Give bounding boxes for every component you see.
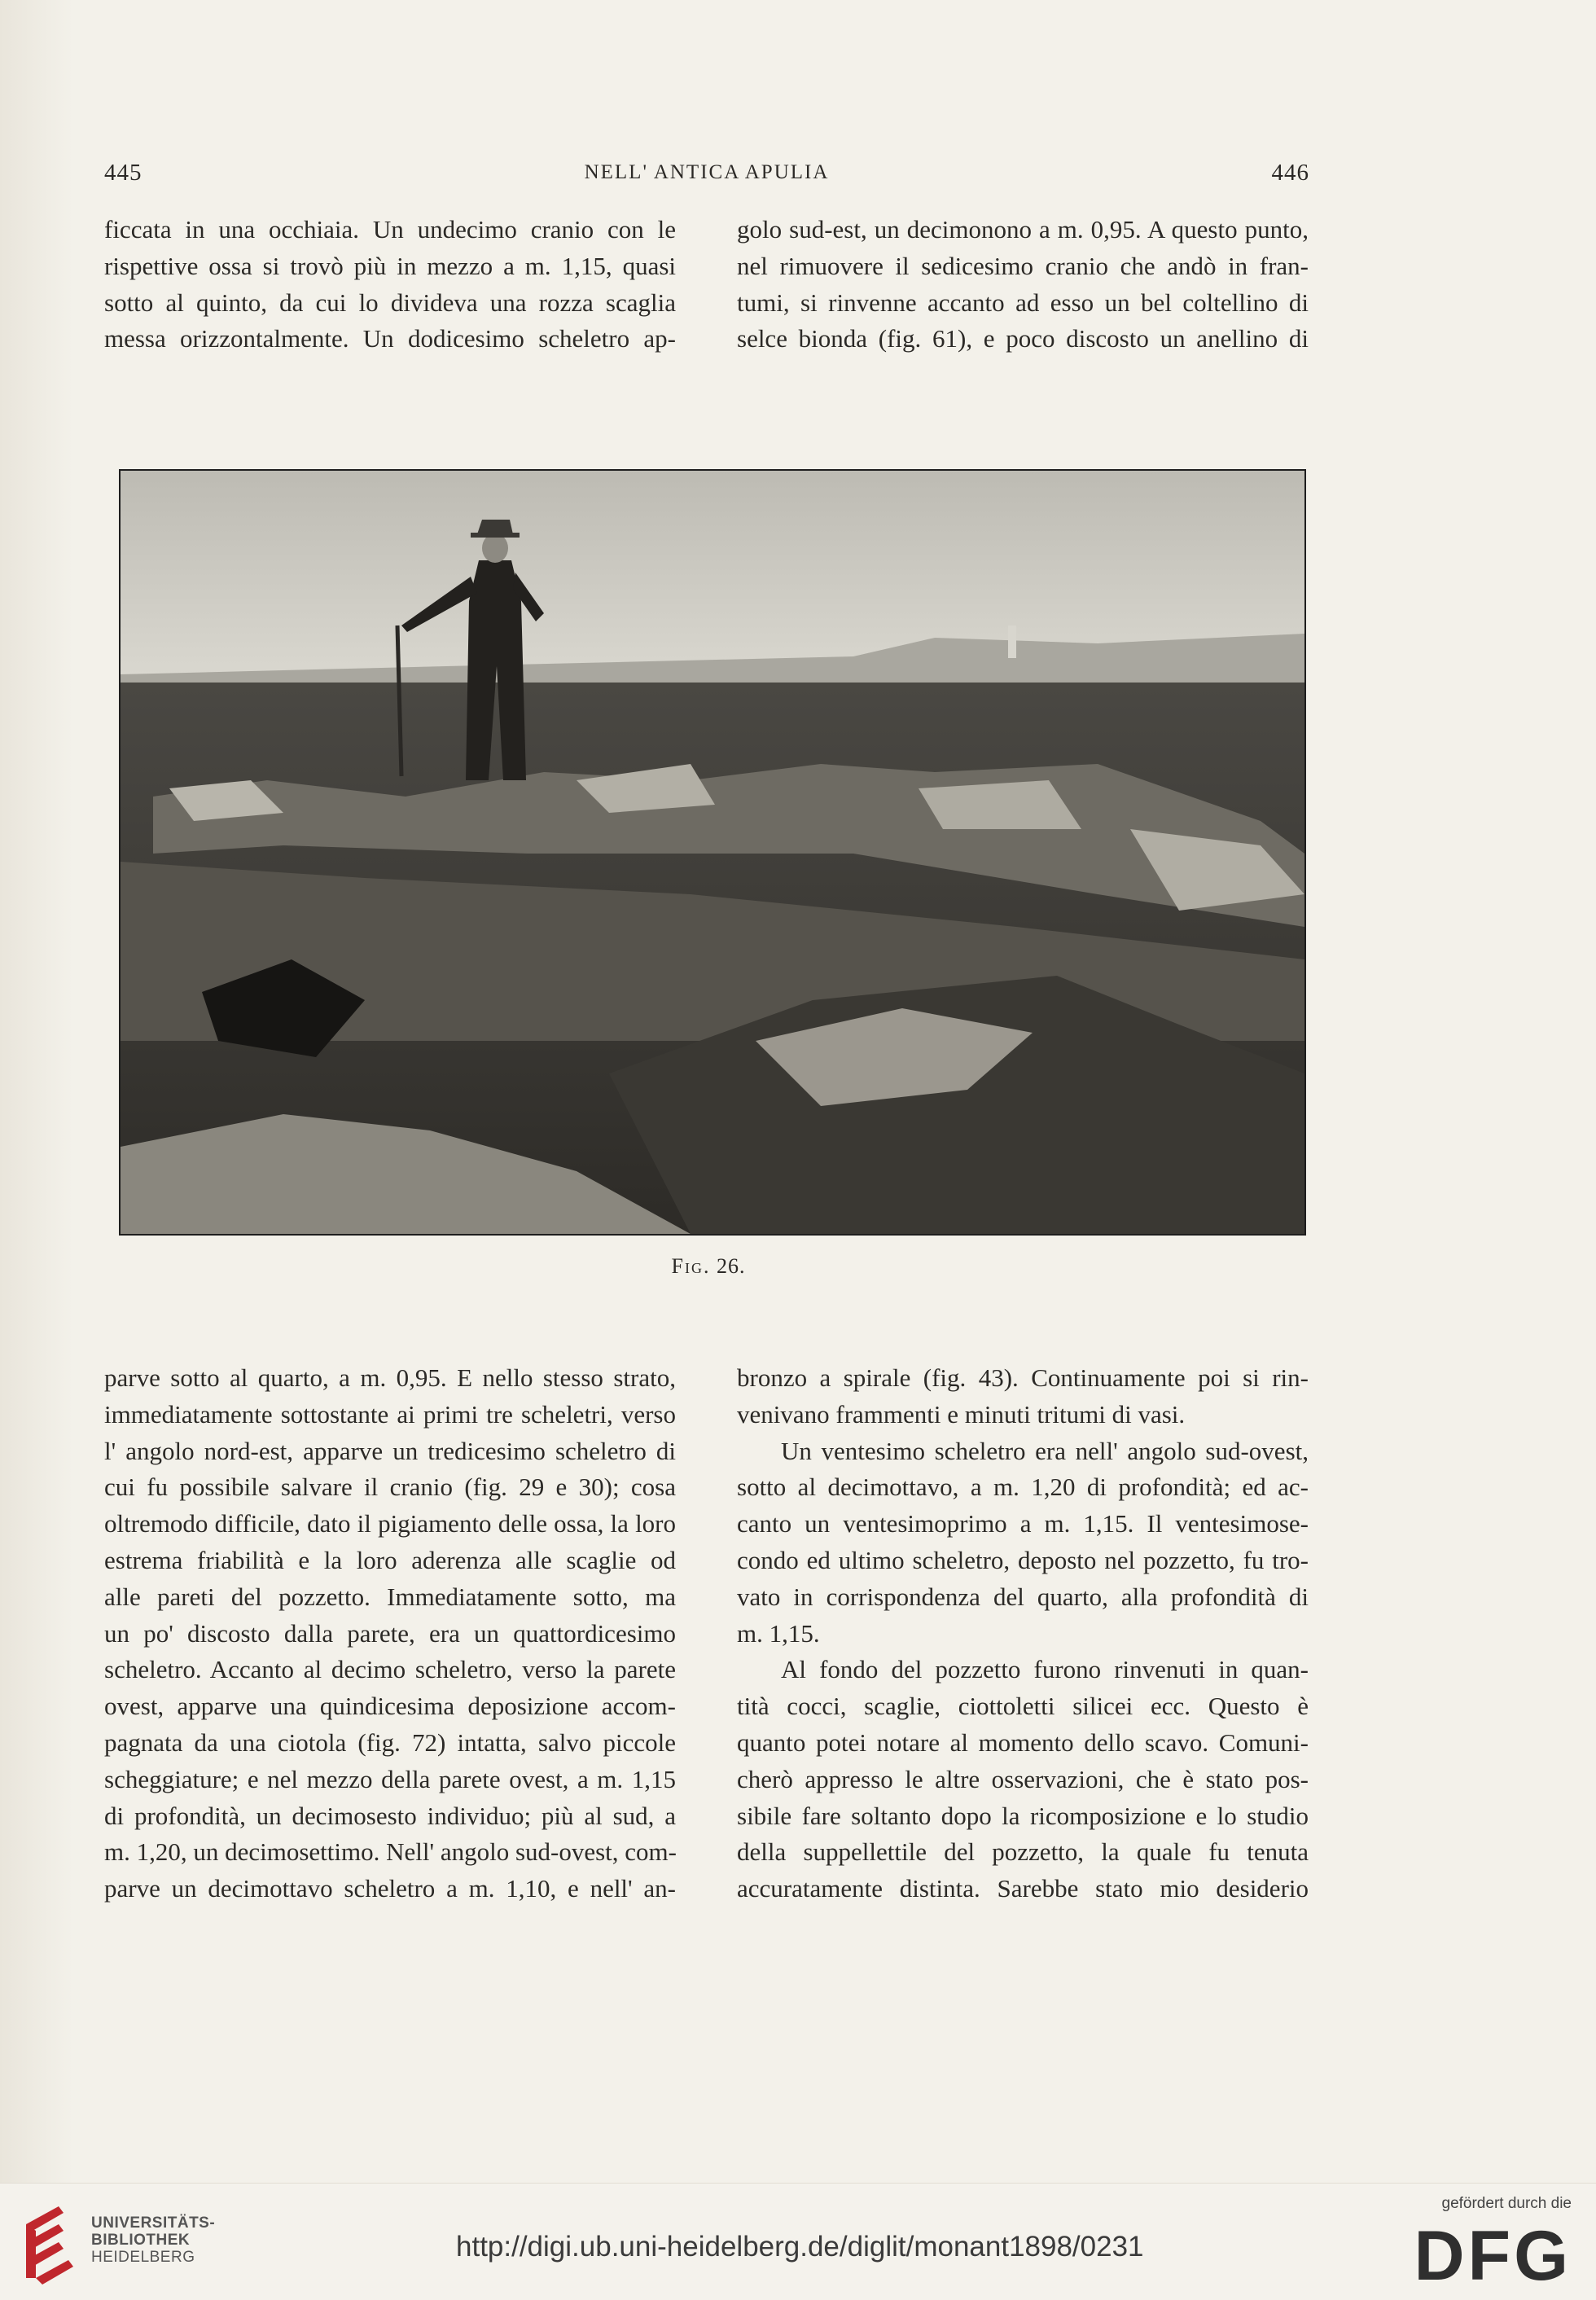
library-name-line: HEIDELBERG [91,2249,195,2266]
text-line: condo ed ultimo scheletro, deposto nel pozzetto, fu tro- [737,1545,1309,1574]
text-line: ficcata in una occhiaia. Un undecimo cranio con le [104,215,676,244]
text-line: sibile fare soltanto dopo la ricomposizione e lo studio [737,1801,1309,1830]
library-name-line: UNIVERSITÄTS- [91,2214,216,2232]
text-line: Al fondo del pozzetto furono rinvenuti in quan- [781,1655,1309,1684]
text-line: cherò appresso le altre osservazioni, che è stato pos- [737,1764,1309,1793]
text-line: di profondità, un decimosesto individuo; più al sud, a [104,1801,676,1830]
text-line: sotto al decimottavo, a m. 1,20 di profondità; ed ac- [737,1473,1309,1502]
text-line: nel rimuovere il sedicesimo cranio che andò in fran- [737,251,1309,280]
page-number-right: 446 [1271,160,1309,186]
figure-number: 26. [716,1254,746,1278]
text-line: vato in corrispondenza del quarto, alla profondità di [737,1582,1309,1611]
page-gutter [0,0,73,2183]
digitization-footer [0,2183,1596,2300]
text-line: bronzo a spirale (fig. 43). Continuamente poi si rin- [737,1363,1309,1392]
text-line: venivano frammenti e minuti tritumi di vasi. [737,1399,1186,1429]
text-column-bottom-left [104,1360,676,1907]
excavation-photo [121,471,1304,1234]
text-line: Un ventesimo scheletro era nell' angolo sud-ovest, [781,1436,1309,1465]
page-number-left: 445 [104,160,142,186]
text-line: selce bionda (fig. 61), e poco discosto un anellino di [737,324,1309,353]
text-line: golo sud-est, un decimonono a m. 0,95. A questo punto, [737,215,1309,244]
text-line: sotto al quinto, da cui lo divideva una rozza scaglia [104,288,676,317]
text-line: oltremodo difficile, dato il pigiamento delle ossa, la loro [104,1509,676,1538]
text-line: tumi, si rinvenne accanto ad esso un bel coltellino di [737,288,1309,317]
text-line: m. 1,20, un decimosettimo. Nell' angolo sud-ovest, com- [104,1837,677,1867]
running-head [104,160,1309,192]
text-line: l' angolo nord-est, apparve un tredicesimo scheletro di [104,1436,676,1465]
text-line: immediatamente sottostante ai primi tre scheletri, verso [104,1399,676,1429]
text-line: messa orizzontalmente. Un dodicesimo scheletro ap- [104,324,676,353]
university-library-name [91,2214,215,2266]
text-column-bottom-right [737,1360,1309,1907]
funding-label: gefördert durch die [1441,2195,1572,2212]
text-line: ovest, apparve una quindicesima deposizione accom- [104,1692,676,1721]
text-line: della suppellettile del pozzetto, la quale fu tenuta [737,1837,1309,1867]
text-line: scheggiature; e nel mezzo della parete ovest, a m. 1,15 [104,1764,676,1793]
text-line: tità cocci, scaglie, ciottoletti silicei ecc. Questo è [737,1692,1309,1721]
dfg-logo: DFG [1414,2217,1572,2295]
text-line: pagnata da una ciotola (fig. 72) intatta, salvo piccole [104,1727,676,1757]
text-column-top-left [104,212,676,358]
text-line: un po' discosto dalla parete, era un quattordicesimo [104,1618,676,1648]
university-library-logo-icon [18,2200,86,2285]
text-line: alle pareti del pozzetto. Immediatamente sotto, ma [104,1582,676,1611]
text-line: parve un decimottavo scheletro a m. 1,10, e nell' an- [104,1874,676,1903]
text-line: accuratamente distinta. Sarebbe stato mio desiderio [737,1874,1309,1903]
text-line: parve sotto al quarto, a m. 0,95. E nello stesso strato, [104,1363,676,1392]
text-line: estrema friabilità e la loro aderenza alle scaglie od [104,1545,676,1574]
running-title: NELL' ANTICA APULIA [584,161,830,183]
figure-caption [0,1254,1417,1279]
permalink-url[interactable]: http://digi.ub.uni-heidelberg.de/diglit/monant1898/0231 [456,2231,1144,2263]
library-name-line: BIBLIOTHEK [91,2232,191,2249]
text-column-top-right [737,212,1309,358]
text-line: scheletro. Accanto al decimo scheletro, verso la parete [104,1655,676,1684]
figure-label: Fig. [671,1254,711,1278]
text-line: rispettive ossa si trovò più in mezzo a m. 1,15, quasi [104,251,676,280]
text-line: m. 1,15. [737,1618,820,1648]
figure-photograph [119,469,1306,1236]
text-line: quanto potei notare al momento dello scavo. Comuni- [737,1727,1309,1757]
text-line: canto un ventesimoprimo a m. 1,15. Il ventesimose- [737,1509,1309,1538]
text-line: cui fu possibile salvare il cranio (fig. 29 e 30); cosa [104,1473,676,1502]
